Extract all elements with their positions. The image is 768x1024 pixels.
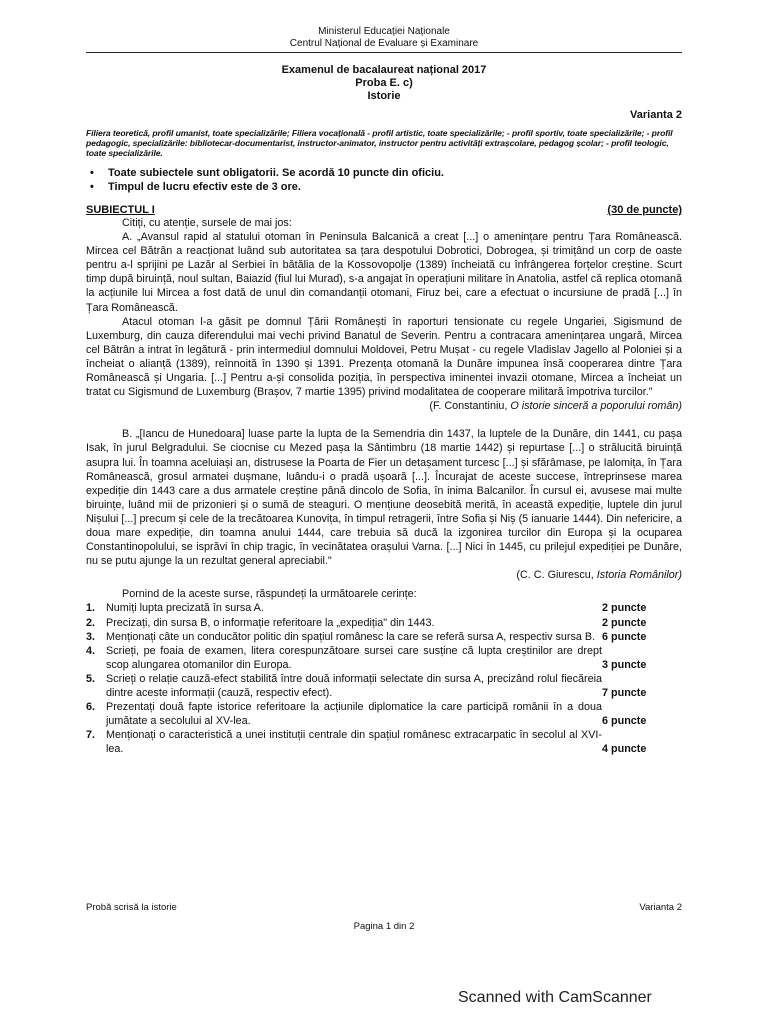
subject-label: SUBIECTUL I (86, 204, 155, 216)
exam-page (86, 26, 682, 756)
subject-points: (30 de puncte) (607, 204, 682, 216)
question-points: 6 puncte (602, 630, 647, 643)
footer-left: Probă scrisă la istorie (86, 902, 177, 913)
page-number: Pagina 1 din 2 (353, 921, 415, 932)
question-text: Precizați, din sursa B, o informație referitoare la „expediția" din 1443. (106, 616, 435, 629)
question-number: 7. (86, 729, 96, 742)
question-text: Scrieți o relație cauză-efect stabilită între două informații selectate din sursa A, precizând rolul fiecăreia dintre aceste informații (cauză, respectiv efect). (106, 672, 602, 699)
subject-heading (86, 204, 682, 216)
question-number: 2. (86, 616, 96, 629)
source-a-paragraph-2: Atacul otoman l-a găsit pe domnul Țării Românești în raporturi tensionate cu regele Ungariei, Sigismund de Luxemburg, din cauza diferendului mai vechi privind Banatul de Severin. Pentru a contracara amenințarea ungară, Mircea cel Bătrân a intrat în legătură - prin intermediul domnului Moldovei, Petru Mușat - cu regele Vladislav Jagello al Poloniei și a încheiat o alianță (1389), reînnoită în 1390 și 1391. Prezența otomană la Dunăre impunea însă cooperarea dintre Țara Românească și Ungaria. [...] Pentru a-și consolida poziția, în perspectiva iminentei invazii otomane, Mircea a încheiat un tratat cu Sigismund de Luxemburg (Brașov, 7 martie 1395) privind modalitatea de cooperare militară împotriva turcilor." (86, 315, 682, 399)
center-name: Centrul Național de Evaluare și Examinare (289, 38, 479, 49)
source-a-citation (86, 399, 682, 413)
question-text: Prezentați două fapte istorice referitoare la acțiunile diplomatice la care participă românii în a doua jumătate a secolului al XV-lea. (106, 701, 602, 728)
question-item (86, 630, 682, 644)
filiera-text: Filiera teoretică, profil umanist, toate specializările; Filiera vocațională - profil artistic, toate specializările; - profil sportiv, toate specializările; - profil pedagogic, specializările: bibliotecar-documentarist, instructor-animator, instructor pentru activități extrașcolare, pedagog școlar; - profil teologic, toate specializările. (86, 128, 673, 158)
citation-title: Istoria Românilor) (596, 569, 682, 582)
subject-name: Istorie (367, 90, 401, 102)
rule-item: • Toate subiectele sunt obligatorii. Se acordă 10 puncte din oficiu. (86, 166, 682, 180)
question-text: Numiți lupta precizată în sursa A. (106, 602, 264, 615)
header (86, 26, 682, 50)
question-item (86, 601, 682, 615)
question-text: Menționați o caracteristică a unei instituții centrale din spațiul românesc extracarpatic în secolul al XVI-lea. (106, 729, 602, 756)
question-item (86, 644, 682, 672)
question-points: 6 puncte (602, 715, 647, 728)
citation-author: (F. Constantiniu, (429, 400, 508, 413)
header-divider (86, 52, 682, 53)
question-item (86, 672, 682, 700)
question-number: 1. (86, 602, 96, 615)
question-text: Menționați câte un conducător politic din spațiul românesc la care se referă sursa A, respectiv sursa B. (106, 630, 596, 643)
question-points: 7 puncte (602, 687, 647, 699)
question-item (86, 616, 682, 630)
source-a-paragraph-1: A. „Avansul rapid al statului otoman în Peninsula Balcanică a creat [...] o amenințare pentru Țara Românească. Mircea cel Bătrân a reacționat luând sub autoritatea sa țara despotului Dobrotici, Dobrogea, și trimițând un corp de oaste pentru a-l sprijini pe Lazăr al Serbiei în bătălia de la Kossovopolje (1389) încheiată cu înfrângerea forțelor creștine. Scurt timp după biruință, noul sultan, Baiazid (fiul lui Murad), s-a angajat în operațiuni militare în Anatolia, astfel că replica otomană la acțiunile lui Mircea a fost dată de unul din comandanții otomani, Firuz bei, care a efectuat o incursiune de pradă [...] în Țara Românească. (86, 231, 682, 314)
rule-item: • Timpul de lucru efectiv este de 3 ore. (86, 180, 682, 194)
question-number: 6. (86, 701, 96, 714)
question-number: 4. (86, 644, 96, 657)
variant-label: Varianta 2 (630, 109, 682, 121)
questions-intro: Pornind de la aceste surse, răspundeți la următoarele cerințe: (122, 588, 417, 601)
question-item (86, 728, 682, 756)
citation-title: O istorie sinceră a poporului român) (510, 400, 682, 413)
question-text: Scrieți, pe foaia de examen, litera corespunzătoare sursei care susține că lupta creștinilor are drept scop alungarea otomanilor din Europa. (106, 644, 602, 671)
question-points: 3 puncte (602, 658, 647, 671)
question-number: 5. (86, 672, 96, 685)
exam-title (86, 64, 682, 103)
source-b-citation (86, 568, 682, 582)
question-points: 2 puncte (602, 616, 647, 629)
scanner-watermark: Scanned with CamScanner (458, 989, 652, 1006)
rules-list (86, 166, 682, 194)
intro-text: Citiți, cu atenție, sursele de mai jos: (122, 217, 292, 229)
ministry-name: Ministerul Educației Naționale (318, 26, 450, 37)
questions-list (86, 601, 682, 756)
citation-author: (C. C. Giurescu, (516, 569, 594, 582)
footer (86, 902, 682, 913)
question-item (86, 700, 682, 728)
question-number: 3. (86, 630, 96, 643)
footer-right: Varianta 2 (639, 902, 682, 913)
question-points: 2 puncte (602, 602, 647, 615)
exam-name: Examenul de bacalaureat național 2017 (281, 64, 487, 76)
proba-name: Proba E. c) (355, 77, 413, 89)
source-b-paragraph: B. „[Iancu de Hunedoara] luase parte la lupta de la Semendria din 1437, la luptele de la Dunăre, din 1441, cu pașa Isak, în jurul Belgradului. Se ciocnise cu Mezed pașa la Sântimbru (18 martie 1442) și repurtase [...] o strălucită biruință asupra lui. În toamna aceluiași an, distrusese la Poarta de Fier un detașament turcesc [...] și sfărâmase, pe Ialomița, în Țara Românească, grosul armatei dușmane, luându-i o pradă ușoară [...]. Încurajat de aceste succese, întreprinsese marea expediție din 1443 care a dus armatele creștine până dincolo de Sofia, în inima Balcanilor. În cursul ei, avusese mai multe biruințe, luând mii de prizonieri și o sumă de steaguri. O mențiune deosebită merită, în această expediție, luptele din jurul Nișului [...] precum și cele de la trecătoarea Kunovița, în timpul retragerii, între Sofia și Niș (5 ianuarie 1444). Din nefericire, a doua mare expediție, din toamna anului 1444, care trebuia să ducă la izgonirea turcilor din Europa și la ocuparea Constantinopolului, se isprăvi în chip tragic, în vecinătatea orașului Varna. [...] Nici în 1445, cu prilejul expediției pe Dunăre, nu se putu ajunge la un rezultat general apreciabil." (86, 428, 682, 568)
question-points: 4 puncte (602, 743, 647, 756)
